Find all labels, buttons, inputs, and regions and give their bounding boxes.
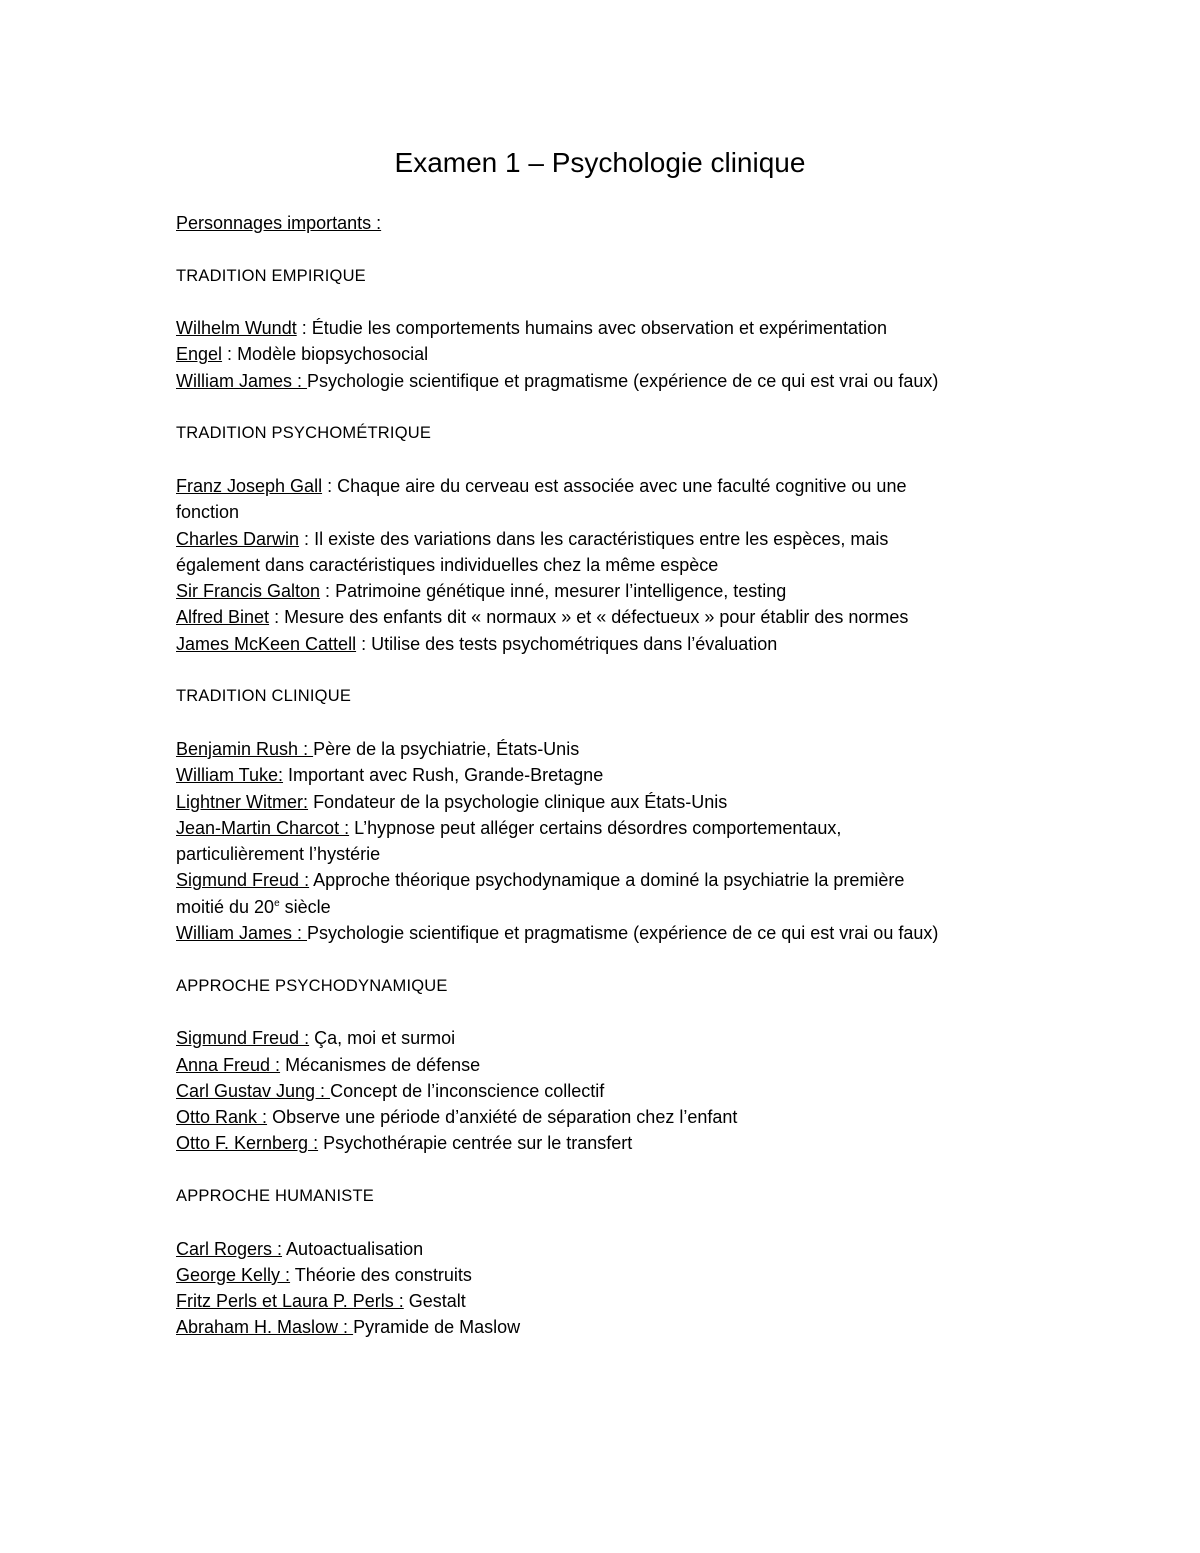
continuation-text: également dans caractéristiques individuelles chez la même espèce [176, 554, 719, 575]
person-name: Engel [176, 344, 223, 365]
entry-description: Psychologie scientifique et pragmatisme (expérience de ce qui est vrai ou faux) [307, 370, 939, 391]
person-name: Abraham H. Maslow : [176, 1317, 354, 1338]
person-name: Anna Freud : [176, 1054, 281, 1075]
entry-description: Il existe des variations dans les caractéristiques entre les espèces, mais [314, 528, 889, 549]
person-name: Sigmund Freud : [176, 870, 310, 891]
separator: : [222, 344, 238, 365]
person-name: Franz Joseph Gall [176, 475, 323, 496]
entry-line [176, 1130, 1056, 1156]
superscript: e [274, 897, 280, 909]
entry-description: Observe une période d’anxiété de séparation chez l’enfant [272, 1107, 738, 1128]
entry-description: Ça, moi et surmoi [314, 1028, 456, 1049]
blank-line [176, 447, 1056, 473]
entry-line [176, 315, 1056, 341]
entry-description: Étudie les comportements humains avec observation et expérimentation [311, 318, 888, 339]
entry-line [176, 1104, 1056, 1130]
entry-description: Chaque aire du cerveau est associée avec une faculté cognitive ou une [337, 475, 907, 496]
entry-line [176, 631, 1056, 657]
subtitle: Personnages importants : [176, 213, 382, 233]
person-name: Wilhelm Wundt [176, 318, 297, 339]
entry-line [176, 1314, 1056, 1340]
section-heading: APPROCHE PSYCHODYNAMIQUE [176, 976, 448, 995]
entry-description: Théorie des construits [294, 1264, 472, 1285]
entry-description: Mécanismes de défense [285, 1054, 481, 1075]
entry-description: Pyramide de Maslow [353, 1317, 521, 1338]
person-name: William James : [176, 923, 308, 944]
entry-line [176, 1288, 1056, 1314]
section-heading: TRADITION PSYCHOMÉTRIQUE [176, 424, 432, 443]
continuation-text: particulièrement l’hystérie [176, 844, 381, 865]
person-name: Carl Gustav Jung : [176, 1080, 331, 1101]
blank-line [176, 1157, 1056, 1183]
entry-description: L’hypnose peut alléger certains désordres comportementaux, [354, 817, 842, 838]
entry-line [176, 526, 1056, 552]
person-name: William James : [176, 370, 308, 391]
person-name: Sigmund Freud : [176, 1028, 310, 1049]
entry-line [176, 1078, 1056, 1104]
person-name: Lightner Witmer: [176, 791, 309, 812]
entry-line [176, 473, 1056, 499]
entry-continuation [176, 841, 1056, 867]
page-title: Examen 1 – Psychologie clinique [394, 147, 806, 178]
continuation-text: fonction [176, 502, 240, 523]
section-heading: TRADITION CLINIQUE [176, 687, 352, 706]
entry-description: Approche théorique psychodynamique a dominé la psychiatrie la première [313, 870, 905, 891]
document-body [176, 210, 1056, 1341]
person-name: Otto F. Kernberg : [176, 1133, 319, 1154]
separator: : [320, 581, 336, 602]
person-name: Sir Francis Galton [176, 581, 321, 602]
entry-line [176, 789, 1056, 815]
person-name: Benjamin Rush : [176, 738, 314, 759]
entry-description: Modèle biopsychosocial [237, 344, 429, 365]
section-heading: APPROCHE HUMANISTE [176, 1186, 374, 1205]
blank-line [176, 946, 1056, 972]
person-name: William Tuke: [176, 765, 284, 786]
blank-line [176, 999, 1056, 1025]
person-name: Jean-Martin Charcot : [176, 817, 350, 838]
entry-continuation [176, 499, 1056, 525]
entry-line [176, 736, 1056, 762]
person-name: Carl Rogers : [176, 1238, 283, 1259]
entry-line [176, 1262, 1056, 1288]
blank-line [176, 394, 1056, 420]
entry-description: Père de la psychiatrie, États-Unis [313, 738, 580, 759]
person-name: Charles Darwin [176, 528, 300, 549]
continuation-text: moitié du 20 [176, 896, 275, 917]
entry-description: Psychothérapie centrée sur le transfert [323, 1133, 633, 1154]
entry-line [176, 368, 1056, 394]
entry-line [176, 867, 1056, 893]
blank-line [176, 1209, 1056, 1235]
entry-line [176, 1236, 1056, 1262]
person-name: James McKeen Cattell [176, 633, 357, 654]
entry-description: Patrimoine génétique inné, mesurer l’intelligence, testing [335, 581, 787, 602]
person-name: George Kelly : [176, 1264, 291, 1285]
entry-line [176, 341, 1056, 367]
section-heading: TRADITION EMPIRIQUE [176, 266, 366, 285]
entry-description: Concept de l’inconscience collectif [330, 1080, 605, 1101]
entry-description: Gestalt [408, 1291, 466, 1312]
entry-continuation [176, 552, 1056, 578]
entry-description: Utilise des tests psychométriques dans l’évaluation [371, 633, 778, 654]
person-name: Otto Rank : [176, 1107, 268, 1128]
entry-description: Autoactualisation [286, 1238, 424, 1259]
entry-line [176, 1025, 1056, 1051]
entry-line [176, 578, 1056, 604]
entry-description: Important avec Rush, Grande-Bretagne [288, 765, 604, 786]
separator: : [296, 318, 312, 339]
separator: : [356, 633, 372, 654]
separator: : [269, 607, 285, 628]
entry-line [176, 920, 1056, 946]
entry-line [176, 815, 1056, 841]
person-name: Alfred Binet [176, 607, 270, 628]
blank-line [176, 657, 1056, 683]
separator: : [299, 528, 315, 549]
entry-description: Mesure des enfants dit « normaux » et « défectueux » pour établir des normes [284, 607, 909, 628]
entry-line [176, 1052, 1056, 1078]
person-name: Fritz Perls et Laura P. Perls : [176, 1291, 404, 1312]
separator: : [322, 475, 338, 496]
blank-line [176, 289, 1056, 315]
entry-description: Psychologie scientifique et pragmatisme (expérience de ce qui est vrai ou faux) [307, 923, 939, 944]
entry-description: Fondateur de la psychologie clinique aux États-Unis [313, 791, 728, 812]
blank-line [176, 710, 1056, 736]
continuation-after: siècle [279, 896, 331, 917]
entry-continuation [176, 894, 1056, 920]
entry-line [176, 604, 1056, 630]
blank-line [176, 236, 1056, 262]
entry-line [176, 762, 1056, 788]
